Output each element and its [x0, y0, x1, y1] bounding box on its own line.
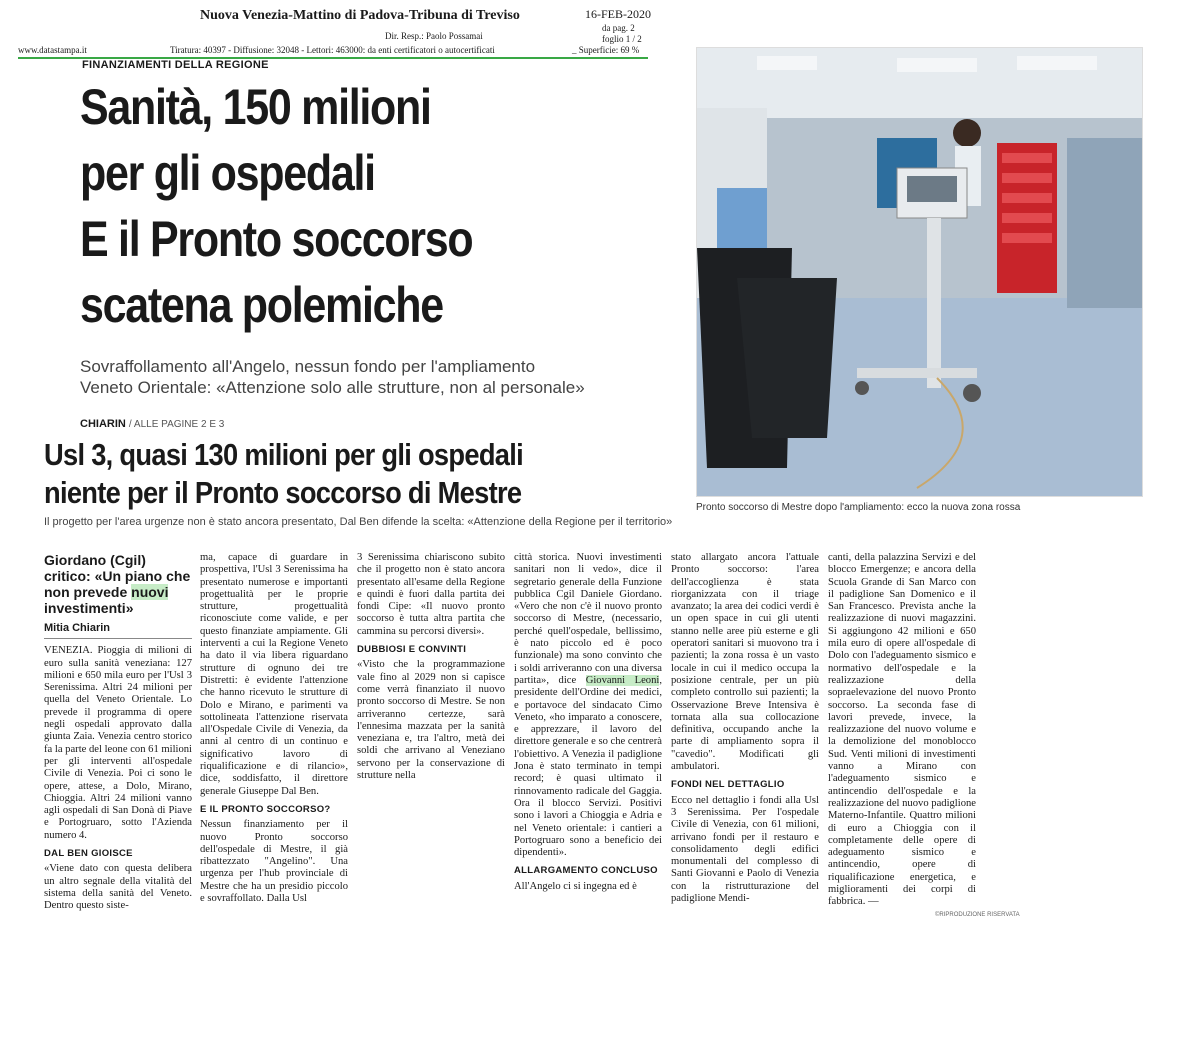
byline: [80, 418, 224, 430]
deck: [80, 356, 585, 398]
photo-caption: Pronto soccorso di Mestre dopo l'ampliamento: ecco la nuova zona rossa: [696, 502, 1021, 513]
masthead: Nuova Venezia-Mattino di Padova-Tribuna di Treviso: [200, 8, 520, 23]
circulation-info: Tiratura: 40397 - Diffusione: 32048 - Lettori: 463000: da enti certificatori o autocertificati: [170, 45, 495, 55]
headline-line: per gli ospedali: [80, 145, 375, 201]
highlighted-word: nuovi: [131, 584, 169, 600]
paragraph: ma, capace di guardare in prospettiva, l'Usl 3 Serenissima ha presentato numerose e importanti progettualità per le proprie strutture, progettualità riconosciute come valide, e per questo finanziate ampiamente. Gli interventi a cui la Regione Veneto ha dato il via libera riguardano strutture di ognuno dei tre Distretti: è evidente l'attenzione che hanno ricevuto le strutture di Dolo e Mirano, e parimenti va sottolineata l'attenzione riservata all'Ospedale Civile di Venezia, da anni al centro di un continuo e significativo lavoro di riqualificazione e di rilancio», dice, soddisfatto, il direttore generale Giuseppe Dal Ben.: [200, 552, 348, 797]
paragraph: «Visto che la programmazione vale fino al 2029 non si capisce come verrà finanziato il nuovo pronto soccorso di Mestre. Se non arriveranno certezze, sarà l'ennesima mazzata per la sanità veneziana e, tra l'altro, metà dei soldi che arrivano al Veneziano servono per la conservazione di strutture nella: [357, 659, 505, 782]
section-heading: E IL PRONTO SOCCORSO?: [200, 803, 331, 815]
summary: Il progetto per l'area urgenze non è stato ancora presentato, Dal Ben difende la scelta: «Attenzione della Regione per il territorio»: [44, 516, 673, 528]
emergency-room-photo: [696, 47, 1143, 497]
headline-line: E il Pronto soccorso: [80, 211, 473, 267]
page-number: da pag. 2: [602, 23, 635, 33]
source-site: www.datastampa.it: [18, 45, 87, 55]
deck-line: Sovraffollamento all'Angelo, nessun fondo per l'ampliamento: [80, 357, 536, 376]
headline-line: Sanità, 150 milioni: [80, 79, 431, 135]
paragraph: Ecco nel dettaglio i fondi alla Usl 3 Serenissima. Per l'ospedale Civile di Venezia, con 61 milioni, arrivano fondi per il restauro e consolidamento degli edifici monumentali del complesso di Santi Giovanni e Paolo di Venezia con la ristrutturazione del padiglione Mendi-: [671, 794, 819, 905]
subheadline: [44, 436, 523, 512]
page-ref: [602, 23, 642, 45]
surface-info: _ Superficie: 69 %: [572, 45, 640, 55]
article-column-6: [828, 552, 976, 911]
deck-line: Veneto Orientale: «Attenzione solo alle strutture, non al personale»: [80, 378, 585, 397]
paragraph: stato allargato ancora l'attuale Pronto soccorso: l'area dell'accoglienza è stata riorganizzata con il triage avanzato; la area dei codici verdi è un open space in cui gli utenti stanno nelle aree più esterne e gli operatori sanitari si muovono tra i pazienti; la zona rossa è un vasto locale in cui il medico occupa la posizione centrale, per un più completo controllo sui pazienti; la Osservazione Breve Intensiva è tornata alla sua collocazione definitiva, occupando anche la parte di ampliamento sopra il "cavedio". Modificati gli ambulatori.: [671, 552, 819, 773]
paragraph: «Viene dato con questa delibera un altro segnale della vitalità del sistema della sanità del Veneto. Dentro questo siste-: [44, 863, 192, 912]
subheadline-line: Usl 3, quasi 130 milioni per gli ospedali: [44, 437, 524, 472]
section-heading: ALLARGAMENTO CONCLUSO: [514, 865, 658, 877]
box-headline-part: investimenti»: [44, 600, 134, 616]
headline-line: scatena polemiche: [80, 277, 443, 333]
paragraph: Nessun finanziamento per il nuovo Pronto soccorso dell'ospedale di Mestre, il già ribattezzato "Angelino". Una urgenza per l'hub provinciale di Mestre che ha un presidio piccolo e sovraffollato. Dalla Usl: [200, 819, 348, 905]
paragraph-part: città storica. Nuovi investimenti sanitari non li vedo», dice il segretario generale della Funzione pubblica Cgil Daniele Giordano. «Vero che non c'è il nuovo pronto soccorso di Mestre, (necessario, perché quell'ospedale, bellissimo, è nato piccolo ed è poco funzionale) ma sono convinto che i soldi arriveranno con una diversa partita», dice: [514, 552, 662, 686]
director: Dir. Resp.: Paolo Possamai: [385, 31, 483, 41]
box-headline: [44, 552, 192, 616]
article-column-5: [671, 552, 819, 907]
kicker: FINANZIAMENTI DELLA REGIONE: [82, 59, 269, 71]
byline-pages: / ALLE PAGINE 2 E 3: [128, 419, 225, 430]
copyright-note: ©RIPRODUZIONE RISERVATA: [935, 912, 1020, 918]
box-author: Mitia Chiarin: [44, 622, 192, 639]
paragraph: 3 Serenissima chiariscono subito che il progetto non è stato ancora presentato all'esame della Regione e quindi è fuori dalla partita dei fondi Cipe: «Il nuovo pronto soccorso è tutta altra partita che cammina su percorsi diversi».: [357, 552, 505, 637]
box-headline-part: Giordano (Cgil) critico: «Un piano che non prevede: [44, 552, 191, 600]
paragraph: [514, 552, 662, 859]
subheadline-line: niente per il Pronto soccorso di Mestre: [44, 475, 522, 510]
issue-date: 16-FEB-2020: [585, 7, 651, 21]
article-column-3: [357, 552, 505, 784]
article-column-1: [44, 552, 192, 915]
section-heading: DAL BEN GIOISCE: [44, 848, 133, 860]
highlighted-name: Giovanni Leoni: [585, 674, 660, 686]
photo-illustration: [697, 48, 1142, 496]
paragraph-part: , presidente dell'Ordine dei medici, e portavoce del sindacato Cimo Veneto, «ho imparato a conoscere, e apprezzare, il lavoro del direttore generale e so che centrerà l'obiettivo. A Venezia il padiglione Jona è stato terminato in tempi record; è quasi ultimato il rinnovamento radicale del Gaggia. Ora il blocco Servizi. Positivi sono i lavori a Chioggia e Adria e nel Veneto orientale: i cantieri a Portogruaro sono a beneficio dei dipendenti».: [514, 674, 662, 859]
headline: [80, 74, 587, 338]
section-heading: DUBBIOSI E CONVINTI: [357, 644, 467, 656]
paragraph: VENEZIA. Pioggia di milioni di euro sulla sanità veneziana: 127 milioni e 650 mila euro per l'Usl 3 Serenissima. Altri 24 milioni per quella del Veneto Orientale. Lo prevede il programma di opere negli ospedali approvato dalla giunta Zaia. Venezia centro storico fa la parte del leone con 61 milioni per gli interventi all'ospedale Civile di Venezia. Poi ci sono le opere, attese, a Dolo, Mirano, Chioggia. Altri 24 milioni vanno agli ospedali di San Donà di Piave e Portogruaro, sotto l'Azienda numero 4.: [44, 645, 192, 841]
article-column-2: [200, 552, 348, 907]
byline-author: CHIARIN: [80, 418, 126, 430]
sheet-number: foglio 1 / 2: [602, 34, 642, 44]
paragraph: All'Angelo ci si ingegna ed è: [514, 880, 637, 892]
section-heading: FONDI NEL DETTAGLIO: [671, 779, 785, 791]
paragraph: canti, della palazzina Servizi e del blocco Emergenze; e ancora della Scuola Grande di San Marco con il padiglione San Domenico e il San Francesco. Prevista anche la realizzazione di nuovi magazzini. Si aggiungono 42 milioni e 650 mila euro di opere all'ospedale di Dolo con l'adeguamento sismico e normativo dell'ospedale e la realizzazione della sopraelevazione del nuovo Pronto soccorso. La seconda fase di lavori prevede, invece, la realizzazione del nuovo volume e la demolizione del monoblocco Sud. Venti milioni di investimenti vanno a Mirano con l'adeguamento sismico e antincendio dell'ospedale e la realizzazione del nuovo padiglione Materno-Infantile. Quattro milioni di euro a Chioggia con il completamente delle opere di adeguamento sismico e antincendio, opere di riqualificazione energetica, e miglioramenti dei corpi di fabbrica. —: [828, 552, 976, 908]
article-column-4: [514, 552, 662, 895]
